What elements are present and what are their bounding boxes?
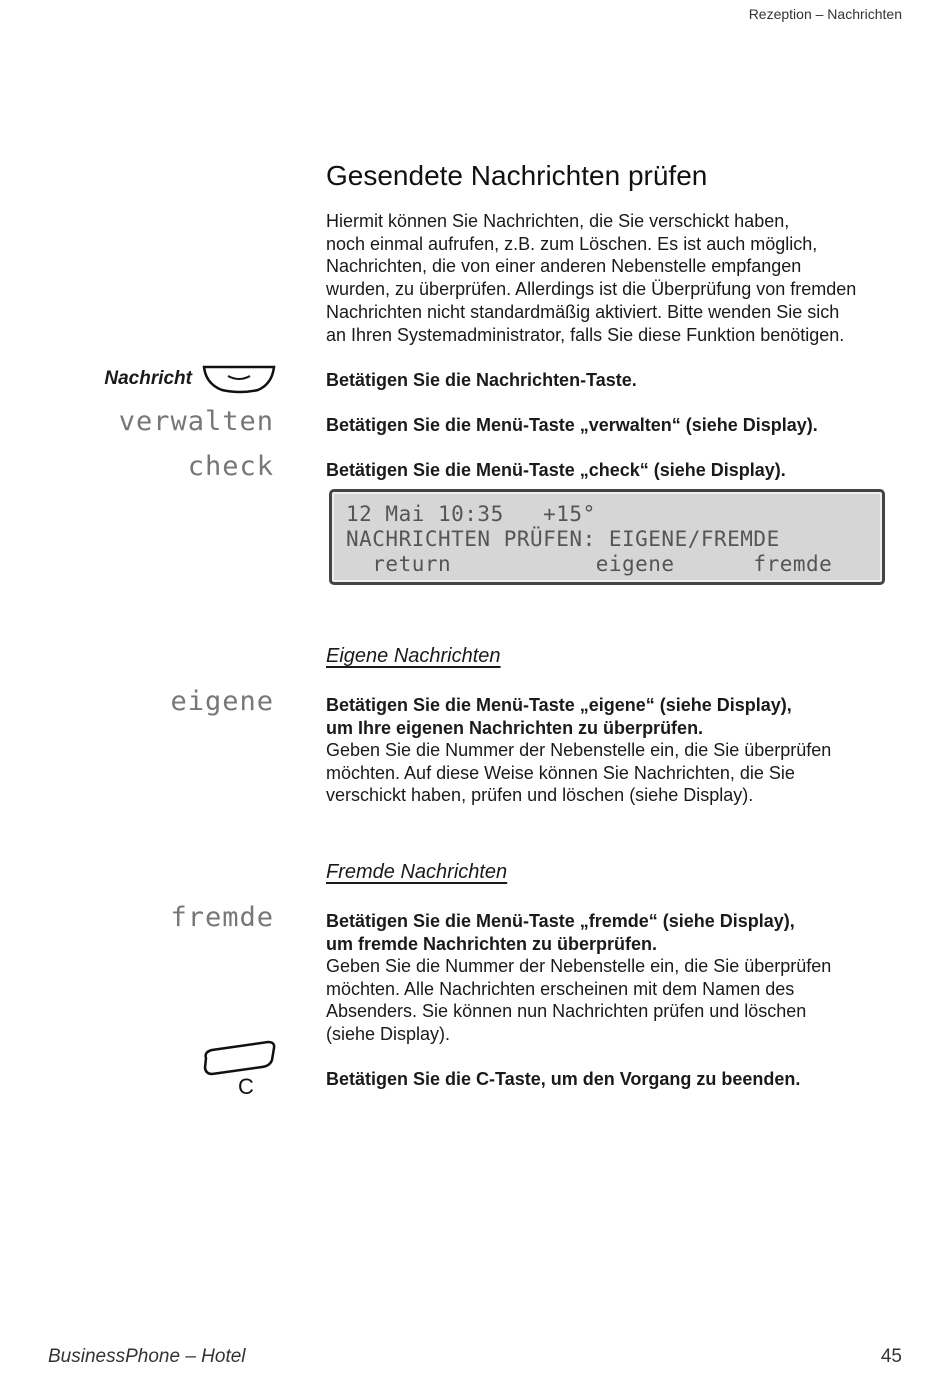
display-line-2: NACHRICHTEN PRÜFEN: EIGENE/FREMDE <box>346 527 780 551</box>
eigene-heading: Eigene Nachrichten <box>326 645 501 667</box>
check-instruction: Betätigen Sie die Menü-Taste „check“ (siehe Display). <box>326 460 786 480</box>
nachricht-instruction: Betätigen Sie die Nachrichten-Taste. <box>326 370 637 390</box>
message-key-icon <box>200 364 278 394</box>
display-line-3: return eigene fremde <box>346 552 833 576</box>
fremde-text: Geben Sie die Nummer der Nebenstelle ein, die Sie überprüfen möchten. Alle Nachrichten erscheinen mit dem Namen des Absenders. Sie können nun Nachrichten prüfen und löschen (siehe Display). <box>326 956 832 1045</box>
clear-key-letter: C <box>238 1074 254 1099</box>
verwalten-softkey: verwalten <box>118 406 274 437</box>
phone-display <box>329 489 885 585</box>
fremde-instruction: Betätigen Sie die Menü-Taste „fremde“ (siehe Display), um fremde Nachrichten zu überprüfen. <box>326 911 795 954</box>
eigene-softkey: eigene <box>170 686 274 717</box>
page-title: Gesendete Nachrichten prüfen <box>326 160 708 191</box>
intro-paragraph: Hiermit können Sie Nachrichten, die Sie verschickt haben, noch einmal aufrufen, z.B. zum Löschen. Es ist auch möglich, Nachrichten, die von einer anderen Nebenstelle empfangen wurden, zu überprüfen. Allerdings ist die Überprüfung von fremden Nachrichten nicht standardmäßig aktiviert. Bitte wenden Sie sich an Ihren Systemadministrator, falls Sie diese Funktion benötigen. <box>326 211 857 345</box>
display-line-1: 12 Mai 10:35 +15° <box>346 502 596 526</box>
eigene-text: Geben Sie die Nummer der Nebenstelle ein, die Sie überprüfen möchten. Auf diese Weise können Sie Nachrichten, die Sie verschickt haben, prüfen und löschen (siehe Display). <box>326 740 832 806</box>
verwalten-instruction: Betätigen Sie die Menü-Taste „verwalten“ (siehe Display). <box>326 415 818 435</box>
fremde-heading: Fremde Nachrichten <box>326 861 508 883</box>
fremde-softkey: fremde <box>170 902 274 933</box>
eigene-instruction: Betätigen Sie die Menü-Taste „eigene“ (siehe Display), um Ihre eigenen Nachrichten zu überprüfen. <box>326 695 792 738</box>
page-number: 45 <box>880 1346 902 1367</box>
clear-instruction: Betätigen Sie die C-Taste, um den Vorgang zu beenden. <box>326 1069 801 1089</box>
nachricht-key-label: Nachricht <box>104 368 192 389</box>
running-header: Rezeption – Nachrichten <box>748 6 902 22</box>
footer-title: BusinessPhone – Hotel <box>48 1346 246 1367</box>
check-softkey: check <box>187 451 274 482</box>
